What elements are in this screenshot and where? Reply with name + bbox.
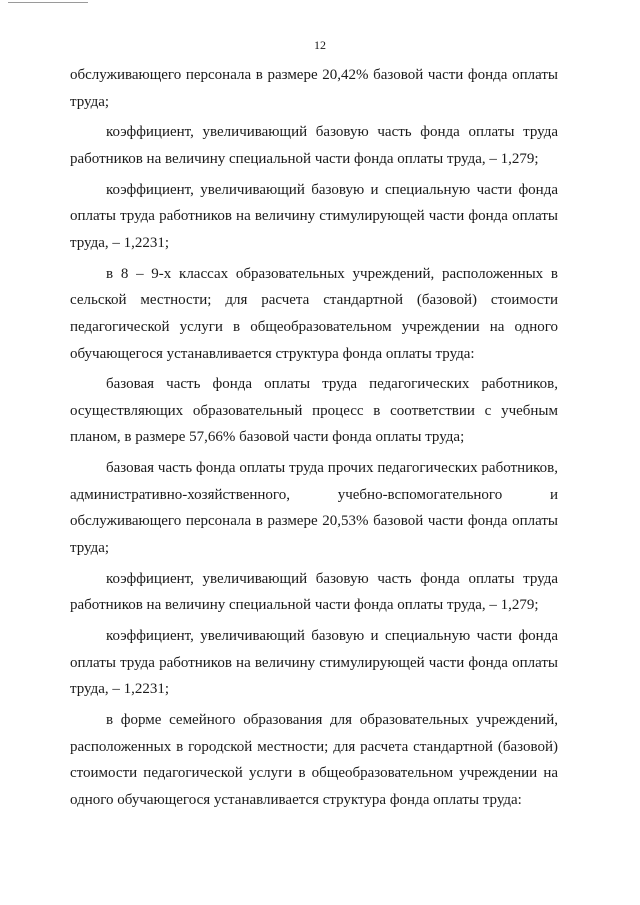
paragraph-5: базовая часть фонда оплаты труда педагогических работников, осуществляющих образовательный процесс в соответствии с учебным планом, в размере 57,66% базовой части фонда оплаты труда; — [70, 376, 558, 446]
paragraph-3: коэффициент, увеличивающий базовую и специальную части фонда оплаты труда работников на величину стимулирующей части фонда оплаты труда, – 1,2231; — [70, 181, 558, 251]
paragraph-9: в форме семейного образования для образовательных учреждений, расположенных в городской местности; для расчета стандартной (базовой) стоимости педагогической услуги в общеобразовательном учреждении на одного обучающегося устанавливается структура фонда оплаты труда: — [70, 712, 558, 808]
page-number: 12 — [314, 38, 326, 52]
document-body — [70, 62, 558, 818]
paragraph-1: обслуживающего персонала в размере 20,42% базовой части фонда оплаты труда; — [70, 67, 558, 110]
scan-edge-mark — [8, 2, 88, 3]
paragraph-2: коэффициент, увеличивающий базовую часть фонда оплаты труда работников на величину специальной части фонда оплаты труда, – 1,279; — [70, 124, 558, 167]
paragraph-6: базовая часть фонда оплаты труда прочих педагогических работников, административно-хозяйственного, учебно-вспомогательного и обслуживающего персонала в размере 20,53% базовой части фонда оплаты труда; — [70, 460, 558, 557]
paragraph-8: коэффициент, увеличивающий базовую и специальную части фонда оплаты труда работников на величину стимулирующей части фонда оплаты труда, – 1,2231; — [70, 628, 558, 698]
paragraph-7: коэффициент, увеличивающий базовую часть фонда оплаты труда работников на величину специальной части фонда оплаты труда, – 1,279; — [70, 570, 558, 614]
paragraph-4: в 8 – 9-х классах образовательных учреждений, расположенных в сельской местности; для расчета стандартной (базовой) стоимости педагогической услуги в общеобразовательном учреждении на одного обучающегося устанавливается структура фонда оплаты труда: — [70, 265, 558, 362]
